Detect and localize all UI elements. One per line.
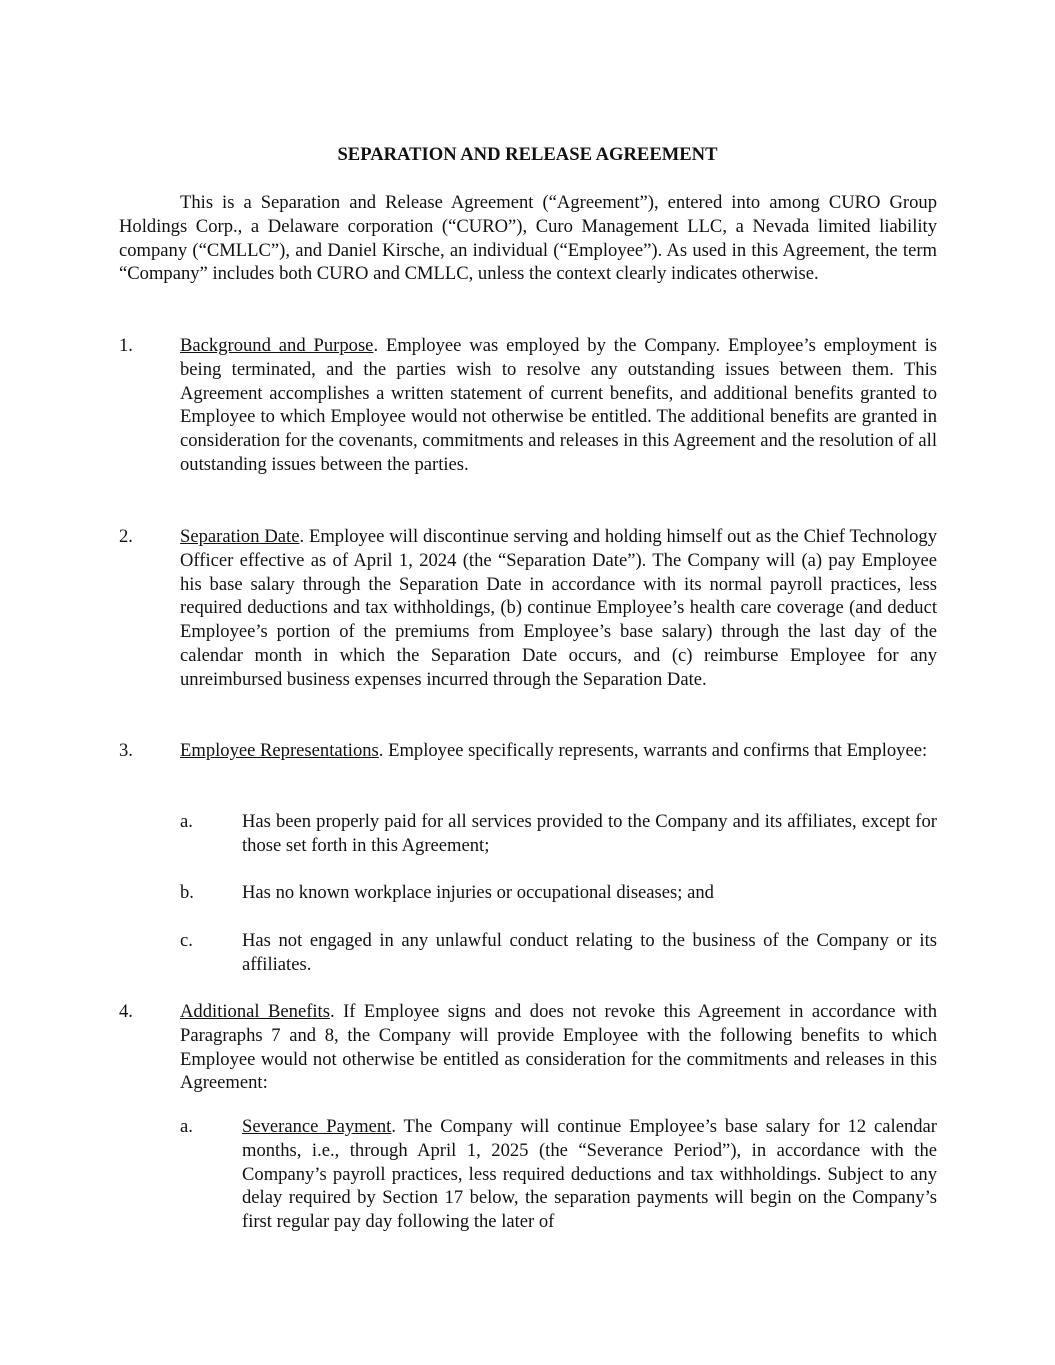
list-item-3c — [180, 929, 937, 977]
section-4 — [119, 1000, 937, 1095]
section-3 — [119, 739, 937, 763]
item-body — [242, 1115, 937, 1234]
section-body — [180, 334, 937, 477]
item-text: . The Company will continue Employee’s base salary for 12 calendar months, i.e., through April 1, 2025 (the “Severance Period”), in accordance with the Company’s payroll practices, less required deductions and tax withholdings. Subject to any delay required by Section 17 below, the separation payments will begin on the Company’s first regular pay day following the later of — [242, 1116, 938, 1233]
list-item-4a — [180, 1115, 937, 1234]
item-letter: a. — [180, 1116, 193, 1137]
section-text: . Employee specifically represents, warrants and confirms that Employee: — [378, 740, 928, 761]
section-number: 3. — [119, 740, 133, 761]
section-text: . Employee will discontinue serving and holding himself out as the Chief Technology Officer effective as of April 1, 2024 (the “Separation Date”). The Company will (a) pay Employee his base salary through the Separation Date in accordance with its normal payroll practices, less required deductions and tax withholdings, (b) continue Employee’s health care coverage (and deduct Employee’s portion of the premiums from Employee’s base salary) through the last day of the calendar month in which the Separation Date occurs, and (c) reimburse Employee for any unreimbursed business expenses incurred through the Separation Date. — [180, 526, 937, 690]
section-2 — [119, 525, 937, 692]
section-body — [180, 525, 937, 692]
list-item-3b — [180, 881, 937, 905]
section-text: . Employee was employed by the Company. Employee’s employment is being terminated, and the parties wish to resolve any outstanding issues between them. This Agreement accomplishes a written statement of current benefits, and additional benefits granted to Employee to which Employee would not otherwise be entitled. The additional benefits are granted in consideration for the covenants, commitments and releases in this Agreement and the resolution of all outstanding issues between the parties. — [180, 335, 937, 475]
item-text: Has no known workplace injuries or occupational diseases; and — [242, 882, 714, 903]
intro-paragraph: This is a Separation and Release Agreement (“Agreement”), entered into among CURO Group Holdings Corp., a Delaware corporation (“CURO”), Curo Management LLC, a Nevada limited liability company (“CMLLC”), and Daniel Kirsche, an individual (“Employee”). As used in this Agreement, the term “Company” includes both CURO and CMLLC, unless the context clearly indicates otherwise. — [119, 192, 937, 285]
list-item-3a — [180, 810, 937, 858]
section-heading: Separation Date — [180, 526, 300, 547]
section-heading: Additional Benefits — [180, 1001, 330, 1022]
section-number: 4. — [119, 1001, 133, 1022]
item-letter: a. — [180, 811, 193, 832]
item-text: Has not engaged in any unlawful conduct relating to the business of the Company or its affiliates. — [242, 930, 937, 975]
section-heading: Background and Purpose — [180, 335, 374, 356]
section-body — [180, 1000, 937, 1095]
section-1 — [119, 334, 937, 477]
item-letter: b. — [180, 882, 194, 903]
section-body — [180, 739, 937, 763]
section-number: 2. — [119, 526, 133, 547]
section-heading: Employee Representations — [180, 740, 379, 761]
section-number: 1. — [119, 335, 133, 356]
item-heading: Severance Payment — [242, 1116, 392, 1137]
item-letter: c. — [180, 930, 193, 951]
item-text: Has been properly paid for all services provided to the Company and its affiliates, except for those set forth in this Agreement; — [242, 811, 937, 856]
document-title: SEPARATION AND RELEASE AGREEMENT — [337, 144, 718, 165]
section-text: . If Employee signs and does not revoke this Agreement in accordance with Paragraphs 7 and 8, the Company will provide Employee with the following benefits to which Employee would not otherwise be entitled as consideration for the commitments and releases in this Agreement: — [180, 1001, 937, 1094]
